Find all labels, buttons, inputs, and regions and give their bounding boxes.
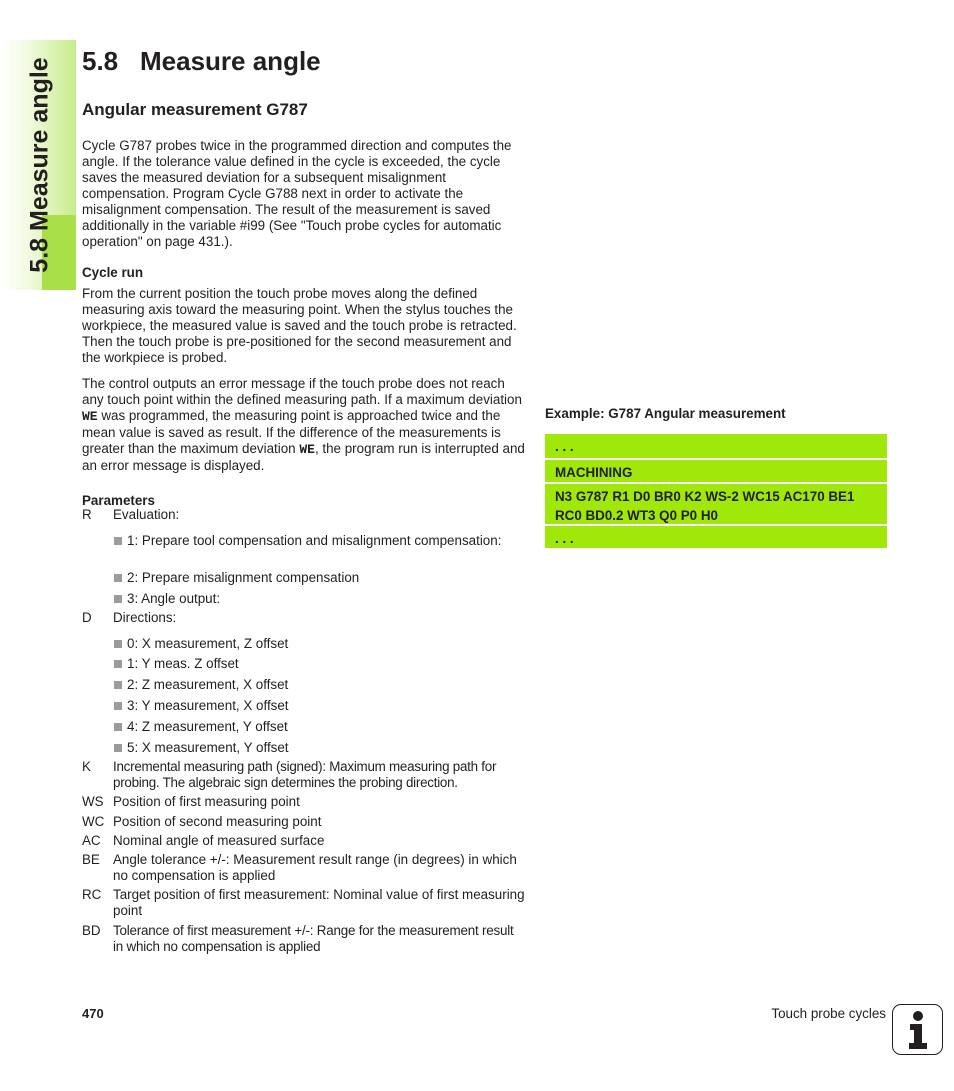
option-text: 3: Angle output: (127, 591, 221, 606)
param-R (82, 507, 526, 523)
param-RC (82, 887, 526, 919)
param-desc: Position of first measuring point (113, 794, 300, 809)
param-option (114, 740, 514, 756)
subsection-heading: Angular measurement G787 (82, 100, 308, 119)
param-D (82, 610, 526, 626)
param-K (82, 759, 526, 791)
option-text: 4: Z measurement, Y offset (127, 719, 288, 734)
param-option (114, 570, 514, 586)
param-option (114, 677, 514, 693)
param-key: AC (82, 833, 101, 848)
param-key: BE (82, 852, 100, 867)
info-icon (892, 1004, 943, 1055)
bullet-square-icon (114, 537, 122, 545)
bullet-square-icon (114, 640, 122, 648)
sidebar-title: 5.8 Measure angle (25, 57, 54, 273)
param-WS (82, 794, 526, 810)
param-BE (82, 852, 526, 884)
param-option (114, 719, 514, 735)
intro-paragraph: Cycle G787 probes twice in the programmed direction and computes the angle. If the tolerance value defined in the cycle is exceeded, the cycle saves the measured deviation for a subsequent misalignment compensation. Program Cycle G788 next in order to activate the misalignment compensation. The result of the measurement is saved additionally in the variable #i99 (See "Touch probe cycles for automatic operation" on page 431.). (82, 138, 512, 249)
param-option (114, 636, 514, 652)
bullet-square-icon (114, 702, 122, 710)
bullet-square-icon (114, 681, 122, 689)
bullet-square-icon (114, 660, 122, 668)
info-glyph (902, 1010, 934, 1050)
param-WC (82, 814, 526, 830)
option-text: 0: X measurement, Z offset (127, 636, 289, 651)
param-key: K (82, 759, 91, 774)
cycle-run-heading: Cycle run (82, 265, 144, 280)
chapter-title: Touch probe cycles (771, 1006, 886, 1021)
code-line: . . . (545, 526, 887, 548)
param-key: WS (82, 794, 104, 809)
code-line: N3 G787 R1 D0 BR0 K2 WS-2 WC15 AC170 BE1 RC0 BD0.2 WT3 Q0 P0 H0 (545, 484, 887, 524)
parameters-heading: Parameters (82, 493, 155, 508)
param-AC (82, 833, 526, 849)
param-key: WC (82, 814, 105, 829)
param-desc: Incremental measuring path (signed): Maximum measuring path for probing. The algebraic sign determines the probing direction. (113, 759, 497, 790)
param-key: RC (82, 887, 102, 902)
param-desc: Target position of first measurement: Nominal value of first measuring point (113, 887, 525, 918)
section-title: Measure angle (140, 46, 321, 76)
param-option (114, 533, 514, 549)
text-run: , the program run is interrupted and an error message is displayed. (82, 441, 525, 473)
option-text: 2: Prepare misalignment compensation (127, 570, 360, 585)
page-number: 470 (82, 1006, 104, 1021)
param-option (114, 698, 514, 714)
param-BD (82, 923, 526, 955)
option-text: 1: Y meas. Z offset (127, 656, 239, 671)
option-text: 3: Y measurement, X offset (127, 698, 289, 713)
bullet-square-icon (114, 744, 122, 752)
text-run: The control outputs an error message if the touch probe does not reach any touch point within the defined measuring path. If a maximum deviation (82, 376, 522, 407)
param-key: D (82, 610, 92, 625)
param-desc: Angle tolerance +/-: Measurement result range (in degrees) in which no compensation is applied (113, 852, 517, 883)
param-option (114, 591, 514, 607)
text-run: was programmed, the measuring point is approached twice and the mean value is saved as result. If the difference of the measurements is greater than the maximum deviation (82, 408, 501, 456)
option-text: 1: Prepare tool compensation and misalignment compensation: (127, 533, 502, 548)
we-code: WE (82, 409, 98, 424)
param-key: R (82, 507, 92, 522)
param-desc: Directions: (113, 610, 177, 625)
bullet-square-icon (114, 595, 122, 603)
we-code: WE (299, 442, 315, 457)
param-desc: Nominal angle of measured surface (113, 833, 325, 848)
param-key: BD (82, 923, 101, 938)
param-option (114, 656, 514, 672)
example-title: Example: G787 Angular measurement (545, 406, 786, 421)
param-desc: Tolerance of first measurement +/-: Range for the measurement result in which no compensation is applied (113, 923, 514, 954)
section-heading (82, 46, 321, 77)
cycle-run-paragraph-2 (82, 376, 526, 474)
option-text: 5: X measurement, Y offset (127, 740, 289, 755)
param-desc: Position of second measuring point (113, 814, 322, 829)
section-number: 5.8 (82, 46, 119, 76)
code-line: MACHINING (545, 460, 887, 482)
bullet-square-icon (114, 574, 122, 582)
param-desc: Evaluation: (113, 507, 180, 522)
bullet-square-icon (114, 723, 122, 731)
option-text: 2: Z measurement, X offset (127, 677, 289, 692)
code-line: . . . (545, 434, 887, 458)
cycle-run-paragraph-1: From the current position the touch probe moves along the defined measuring axis toward the measuring point. When the stylus touches the workpiece, the measured value is saved and the touch probe is retracted. Then the touch probe is pre-positioned for the second measurement and the workpiece is probed. (82, 286, 517, 365)
